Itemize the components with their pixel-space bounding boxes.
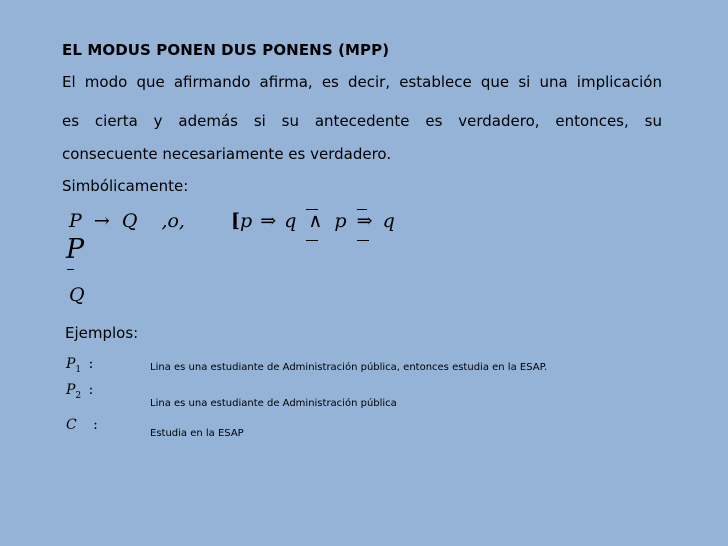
label-sub: 2: [75, 390, 82, 401]
overline-decoration: [67, 269, 74, 270]
overline-decoration: [357, 209, 367, 210]
formula-q: Q: [121, 210, 138, 232]
word: modo: [84, 73, 128, 91]
word: verdadero,: [458, 112, 540, 130]
word: además: [178, 112, 238, 130]
formula-p: p: [240, 210, 253, 232]
label-sub: 1: [75, 364, 82, 375]
formula-p: P: [69, 210, 82, 232]
word: y: [153, 112, 163, 130]
formula-p: p: [334, 210, 347, 232]
example-label-c: [66, 417, 98, 436]
word: es: [425, 112, 443, 130]
word: que: [480, 73, 510, 91]
formula-right: [231, 210, 395, 232]
label-main: C: [66, 417, 77, 433]
word: su: [644, 112, 662, 130]
formula-left: [69, 210, 185, 232]
paragraph-line-2: [62, 114, 662, 129]
word: El: [62, 73, 76, 91]
paragraph-line-3: consecuente necesariamente es verdadero.: [62, 145, 392, 163]
examples-label: Ejemplos:: [65, 324, 139, 342]
label-main: P: [66, 382, 76, 398]
word: es: [321, 73, 339, 91]
word: una: [539, 73, 568, 91]
and-icon: ∧: [308, 210, 323, 232]
formula-separator: ,o,: [161, 210, 185, 232]
label-colon: :: [88, 382, 94, 398]
formula-q: q: [284, 210, 297, 232]
word: afirmando: [173, 73, 251, 91]
word: que: [136, 73, 165, 91]
formula-q: q: [382, 210, 395, 232]
example-text-3: Estudia en la ESAP: [150, 428, 244, 439]
word: implicación: [576, 73, 662, 91]
overline-decoration: [306, 240, 318, 241]
right-arrow-icon: →: [93, 210, 110, 232]
word: establece: [399, 73, 472, 91]
implies-icon: ⇒: [356, 210, 373, 232]
overline-decoration: [306, 209, 318, 210]
label-main: P: [66, 356, 76, 372]
slide-title: EL MODUS PONEN DUS PONENS (MPP): [62, 41, 390, 59]
word: si: [253, 112, 266, 130]
word: su: [281, 112, 299, 130]
symbolic-label: Simbólicamente:: [62, 177, 189, 195]
word: es: [62, 112, 80, 130]
word: cierta: [94, 112, 138, 130]
implies-icon: ⇒: [260, 210, 277, 232]
paragraph-line-1: [62, 75, 662, 90]
example-label-p2: [66, 382, 93, 401]
word: antecedente: [314, 112, 410, 130]
word: si: [518, 73, 531, 91]
bracket-icon: [: [231, 210, 240, 232]
overline-decoration: [357, 240, 369, 241]
example-text-1: Lina es una estudiante de Administración pública, entonces estudia en la ESAP.: [150, 362, 548, 373]
word: decir,: [348, 73, 391, 91]
stacked-p: P: [66, 234, 85, 265]
stacked-q: Q: [69, 284, 85, 306]
word: entonces,: [555, 112, 629, 130]
label-colon: :: [88, 356, 94, 372]
word: afirma,: [259, 73, 313, 91]
label-colon: :: [93, 417, 98, 433]
example-text-2: Lina es una estudiante de Administración pública: [150, 398, 397, 409]
example-label-p1: [66, 356, 93, 375]
